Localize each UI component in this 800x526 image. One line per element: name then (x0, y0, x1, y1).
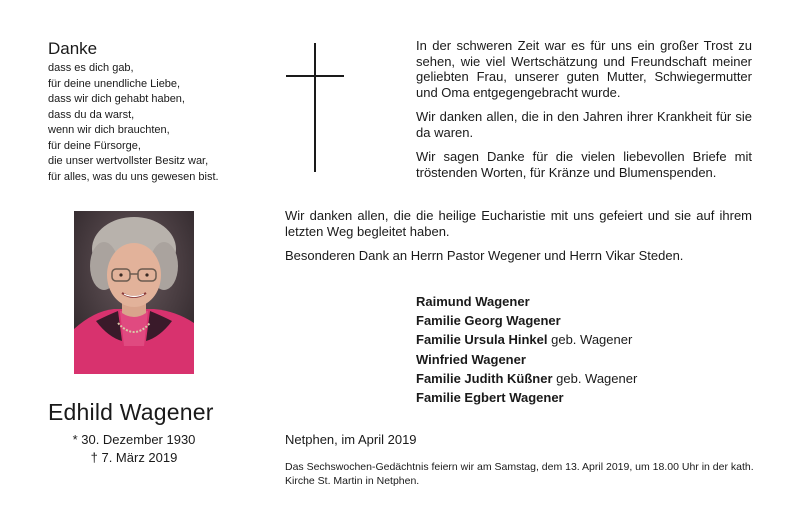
death-date: † 7. März 2019 (90, 450, 178, 465)
cross-icon (286, 43, 344, 172)
portrait-photo (74, 211, 194, 374)
place-date: Netphen, im April 2019 (285, 432, 417, 447)
thanks-paragraph: Wir danken allen, die die heilige Eucharistie mit uns gefeiert und sie auf ihrem letzten Weg begleitet haben. (285, 208, 752, 239)
family-entry: Familie Ursula Hinkel geb. Wagener (416, 332, 633, 348)
poem-lines (48, 61, 248, 185)
poem-line: für deine unendliche Liebe, (48, 77, 181, 90)
birth-date: * 30. Dezember 1930 (72, 432, 196, 447)
family-entry: Familie Judith Küßner geb. Wagener (416, 370, 638, 386)
memorial-service-note: Das Sechswochen-Gedächtnis feiern wir am Samstag, dem 13. April 2019, um 18.00 Uhr in der kath. Kirche St. Martin in Netphen. (285, 461, 754, 487)
poem-title: Danke (48, 39, 98, 58)
family-entry: Familie Georg Wagener (416, 313, 561, 329)
thanks-top-text (416, 38, 752, 189)
thank-you-poem (48, 38, 248, 185)
middle-text (285, 208, 752, 273)
deceased-name: Edhild Wagener (48, 399, 214, 425)
thanks-paragraph: Besonderen Dank an Herrn Pastor Wegener und Herrn Vikar Steden. (285, 248, 684, 263)
poem-line: für alles, was du uns gewesen bist. (48, 170, 219, 183)
family-entry: Raimund Wagener (416, 294, 530, 309)
poem-line: dass wir dich gehabt haben, (48, 93, 185, 105)
family-entry: Familie Egbert Wagener (416, 390, 564, 406)
life-dates (60, 431, 208, 467)
poem-line: dass du da warst, (48, 108, 135, 121)
poem-line: für deine Fürsorge, (48, 139, 141, 152)
poem-line: die unser wertvollster Besitz war, (48, 155, 209, 167)
poem-line: dass es dich gab, (48, 62, 134, 74)
thanks-paragraph: In der schweren Zeit war es für uns ein großer Trost zu sehen, wie viel Wertschätzung und Freundschaft meiner geliebten Frau, unserer guten Mutter, Schwiegermutter und Oma entgegengebracht wurde. (416, 38, 752, 100)
thanks-paragraph: Wir danken allen, die in den Jahren ihrer Krankheit für sie da waren. (416, 109, 752, 140)
thanks-paragraph: Wir sagen Danke für die vielen liebevollen Briefe mit tröstenden Worten, für Kränze und Blumenspenden. (416, 149, 752, 180)
family-entry: Winfried Wagener (416, 351, 526, 367)
poem-line: wenn wir dich brauchten, (48, 124, 170, 136)
family-list (416, 292, 637, 407)
